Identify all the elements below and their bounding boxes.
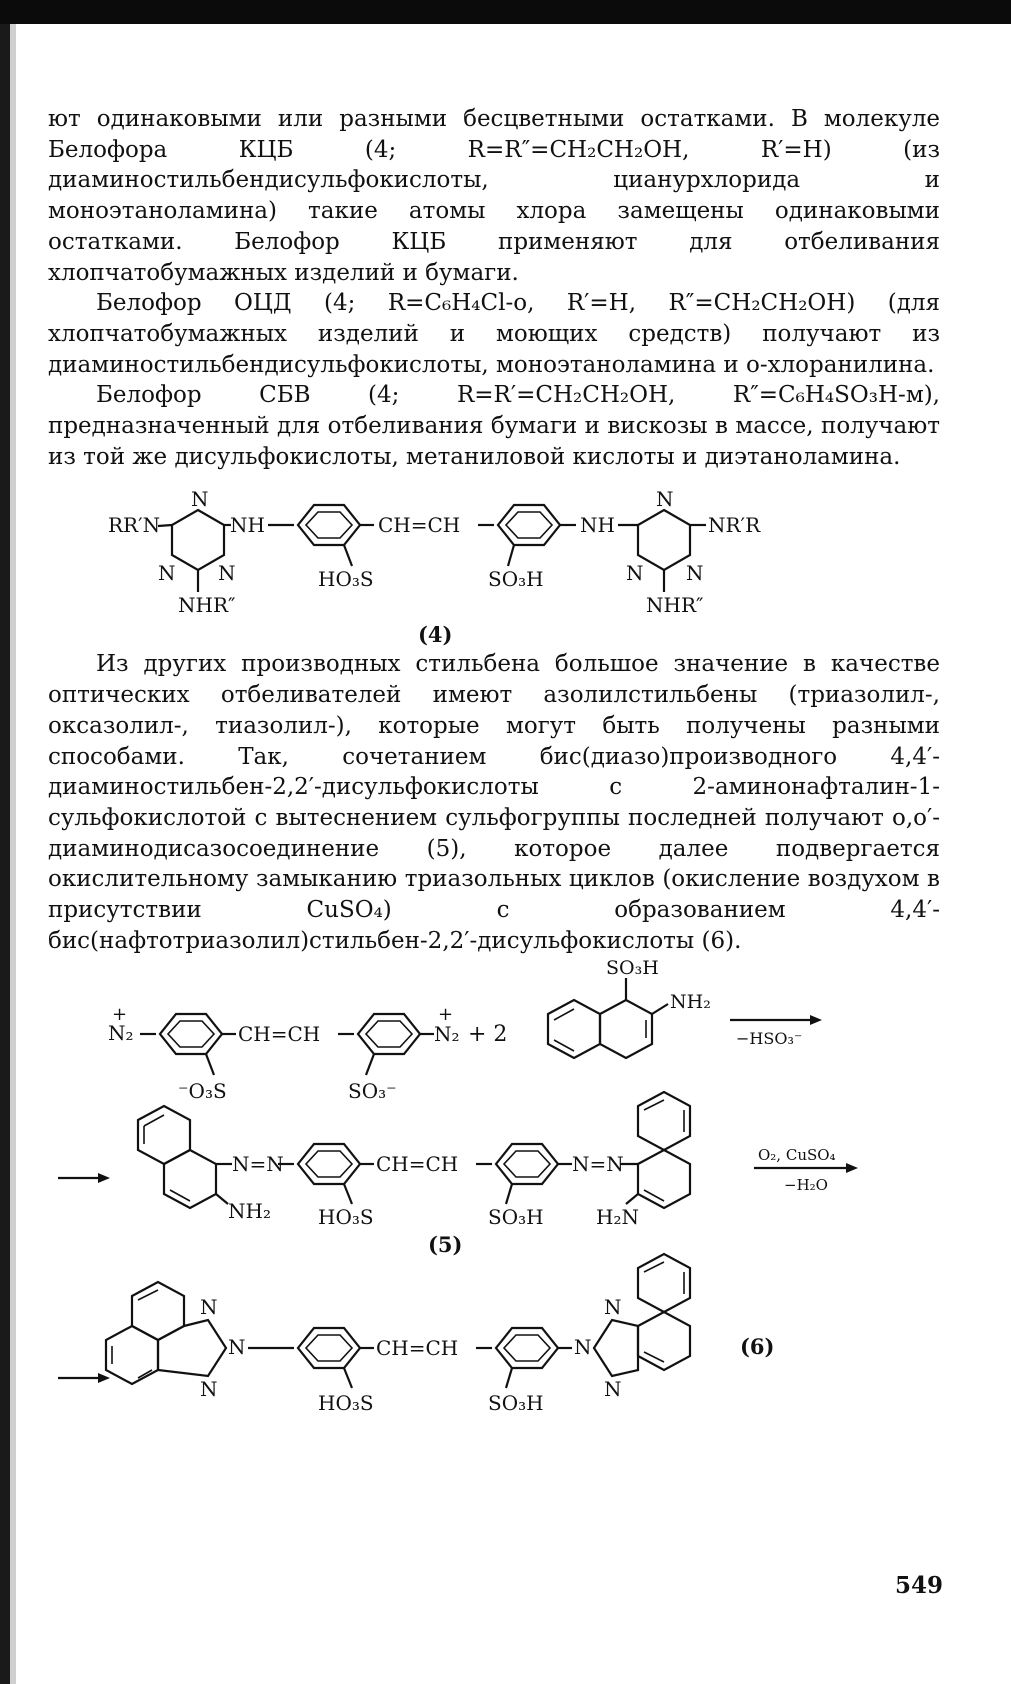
plus-two: + 2: [468, 1022, 508, 1048]
arrow2-bottom: −H₂O: [784, 1176, 828, 1195]
scan-left-border: [0, 24, 10, 1684]
triazole-n-center-right: N: [574, 1335, 592, 1360]
triazole-n-bottom-left: N: [200, 1377, 218, 1402]
label-4: (4): [418, 622, 453, 648]
structure-4: [48, 474, 940, 649]
triazine-n-bl-left: N: [158, 561, 176, 586]
nh-left: NH: [230, 513, 265, 538]
label-6: (6): [740, 1334, 775, 1360]
diazonium-right: N₂: [434, 1022, 460, 1047]
azo-left: N=N: [232, 1152, 284, 1177]
paragraph-2: Белофор ОЦД (4; R=C₆H₄Cl-o, R′=H, R″=CH₂CH₂OH) (для хлопчатобумажных изделий и моющих средств) получают из диаминостильбендисульфокислоты, моноэтаноламина и o-хлоранилина.: [48, 290, 940, 378]
triazole-n-center-left: N: [228, 1335, 246, 1360]
so3-minus-right: SO₃⁻: [348, 1079, 397, 1104]
triazine-n-top-right: N: [656, 487, 674, 512]
nh2-naph: NH₂: [670, 991, 711, 1014]
paragraph-4: Из других производных стильбена большое значение в качестве оптических отбеливателей имеют азолилстильбены (триазолил-, оксазолил-, тиазолил-), которые могут быть получены разными способами. Так, сочетанием бис(диазо)производного 4,4′-диаминостильбен-2,2′-дисульфокислоты с 2-аминонафталин-1-сульфокислотой с вытеснением сульфогруппы последней получают o,o′-диаминодисазосоединение (5), которое далее подвергается окислительному замыканию триазольных циклов (окисление воздухом в присутствии CuSO₄) с образованием 4,4′-бис(нафтотриазолил)стильбен-2,2′-дисульфокислоты (6).: [48, 651, 940, 954]
triazine-n-top-left: N: [191, 487, 209, 512]
so3h-row3: SO₃H: [488, 1391, 544, 1416]
scan-left-shadow: [10, 24, 16, 1684]
nhr-right: NHR″: [646, 593, 704, 618]
triazine-n-bl-right: N: [626, 561, 644, 586]
nhr-left: NHR″: [178, 593, 236, 618]
label-5: (5): [428, 1232, 463, 1258]
triazole-n-top-right: N: [604, 1295, 622, 1320]
paragraph-1: ют одинаковыми или разными бесцветными остатками. В молекуле Белофора КЦБ (4; R=R″=CH₂CH₂OH, R′=H) (из диаминостильбендисульфокислоты, цианурхлорида и моноэтаноламина) такие атомы хлора замещены одинаковыми остатками. Белофор КЦБ применяют для отбеливания хлопчатобумажных изделий и бумаги.: [48, 106, 940, 286]
h2n-right: H₂N: [596, 1205, 639, 1230]
reaction-scheme: [48, 960, 940, 1480]
arrow1-label: −HSO₃⁻: [736, 1029, 803, 1049]
so3-minus-left: ⁻O₃S: [178, 1079, 227, 1104]
triazine-n-br-right: N: [686, 561, 704, 586]
chch-row3: CH=CH: [376, 1336, 459, 1361]
triazole-n-bottom-right: N: [604, 1377, 622, 1402]
chch-row2: CH=CH: [376, 1152, 459, 1177]
paragraph-3: Белофор СБВ (4; R=R′=CH₂CH₂OH, R″=C₆H₄SO₃H-м), предназначенный для отбеливания бумаги и вискозы в массе, получают из той же дисульфокислоты, метаниловой кислоты и диэтаноламина.: [48, 382, 940, 470]
scan-top-border: [0, 0, 1011, 24]
azo-right: N=N: [572, 1152, 624, 1177]
rrn-group: RR′N: [108, 513, 161, 538]
plus-left: +: [112, 1004, 128, 1026]
so3h-naph: SO₃H: [606, 960, 659, 980]
ho3s-row3: HO₃S: [318, 1391, 374, 1416]
plus-right: +: [438, 1004, 454, 1026]
document-page: [48, 104, 940, 1480]
arrow2-top: O₂, CuSO₄: [758, 1146, 836, 1165]
so3h-right: SO₃H: [488, 567, 544, 592]
chch-center: CH=CH: [378, 513, 461, 538]
so3h-row2: SO₃H: [488, 1205, 544, 1230]
triazole-n-top-left: N: [200, 1295, 218, 1320]
triazine-n-br-left: N: [218, 561, 236, 586]
nrr-group: NR′R: [708, 513, 761, 538]
page-number: 549: [894, 1572, 943, 1599]
ho3s-left: HO₃S: [318, 567, 374, 592]
nh2-left: NH₂: [228, 1199, 271, 1224]
diazonium-left: N₂: [108, 1021, 134, 1046]
chch-row1: CH=CH: [238, 1022, 321, 1047]
nh-right: NH: [580, 513, 615, 538]
ho3s-row2: HO₃S: [318, 1205, 374, 1230]
